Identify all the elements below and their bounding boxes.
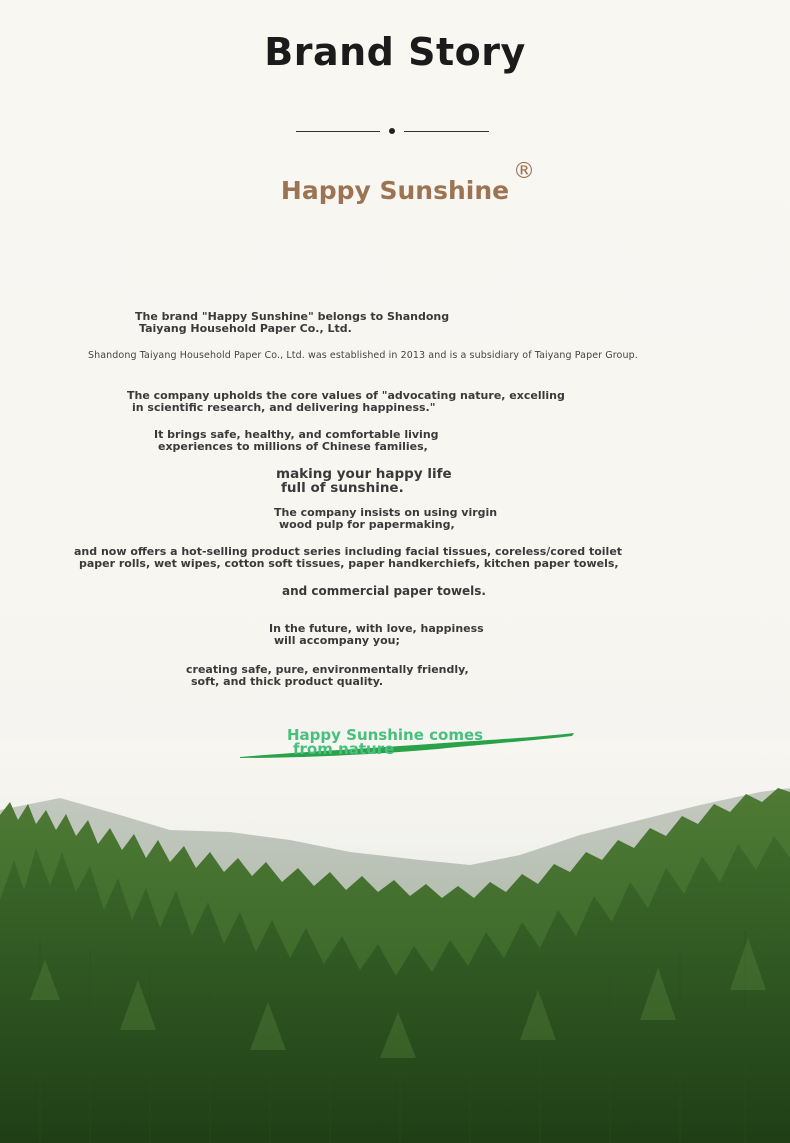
pine-forest-image	[0, 740, 790, 1143]
text-line: making your happy life	[276, 466, 452, 482]
text-line: In the future, with love, happiness	[269, 622, 484, 635]
paragraph-company-established	[88, 351, 638, 361]
paragraph-product-quality	[186, 664, 469, 687]
paragraph-commercial-towels	[282, 585, 486, 598]
page-title: Brand Story	[264, 30, 526, 74]
paragraph-future	[269, 623, 484, 646]
paragraph-safe-living	[154, 429, 439, 452]
paragraph-brand-ownership	[135, 311, 449, 334]
text-line: and commercial paper towels.	[282, 584, 486, 598]
text-line: paper rolls, wet wipes, cotton soft tissues, paper handkerchiefs, kitchen paper towels,	[79, 556, 619, 570]
text-line: The brand "Happy Sunshine" belongs to Shandong	[135, 310, 450, 323]
paragraph-virgin-pulp	[274, 507, 497, 530]
brand-name: Happy Sunshine	[280, 176, 510, 205]
title-divider-right	[404, 131, 489, 132]
registered-trademark-icon: ®	[513, 159, 535, 184]
text-line: and now offers a hot-selling product series including facial tissues, coreless/cored toilet	[74, 545, 623, 558]
text-line: Taiyang Household Paper Co., Ltd.	[139, 321, 352, 335]
text-line: will accompany you;	[274, 633, 400, 647]
slogan-text	[287, 728, 483, 757]
slogan-line: from nature	[293, 740, 395, 758]
text-line: The company insists on using virgin	[274, 506, 498, 519]
title-divider-dot	[389, 128, 395, 134]
text-line: wood pulp for papermaking,	[279, 517, 455, 531]
text-line: full of sunshine.	[281, 480, 404, 497]
text-line: Shandong Taiyang Household Paper Co., Ltd. was established in 2013 and is a subsidiary of Taiyang Paper Group.	[88, 350, 638, 361]
paragraph-happy-life	[276, 467, 452, 495]
text-line: It brings safe, healthy, and comfortable living	[154, 428, 439, 441]
text-line: in scientific research, and delivering happiness."	[132, 400, 436, 414]
text-line: experiences to millions of Chinese families,	[158, 439, 428, 453]
title-divider-left	[296, 131, 380, 132]
text-line: soft, and thick product quality.	[191, 674, 384, 688]
text-line: creating safe, pure, environmentally friendly,	[186, 663, 469, 676]
text-line: The company upholds the core values of "advocating nature, excelling	[127, 389, 565, 402]
paragraph-product-series	[74, 546, 622, 569]
slogan-line: Happy Sunshine comes	[287, 726, 484, 744]
paragraph-core-values	[127, 390, 565, 413]
